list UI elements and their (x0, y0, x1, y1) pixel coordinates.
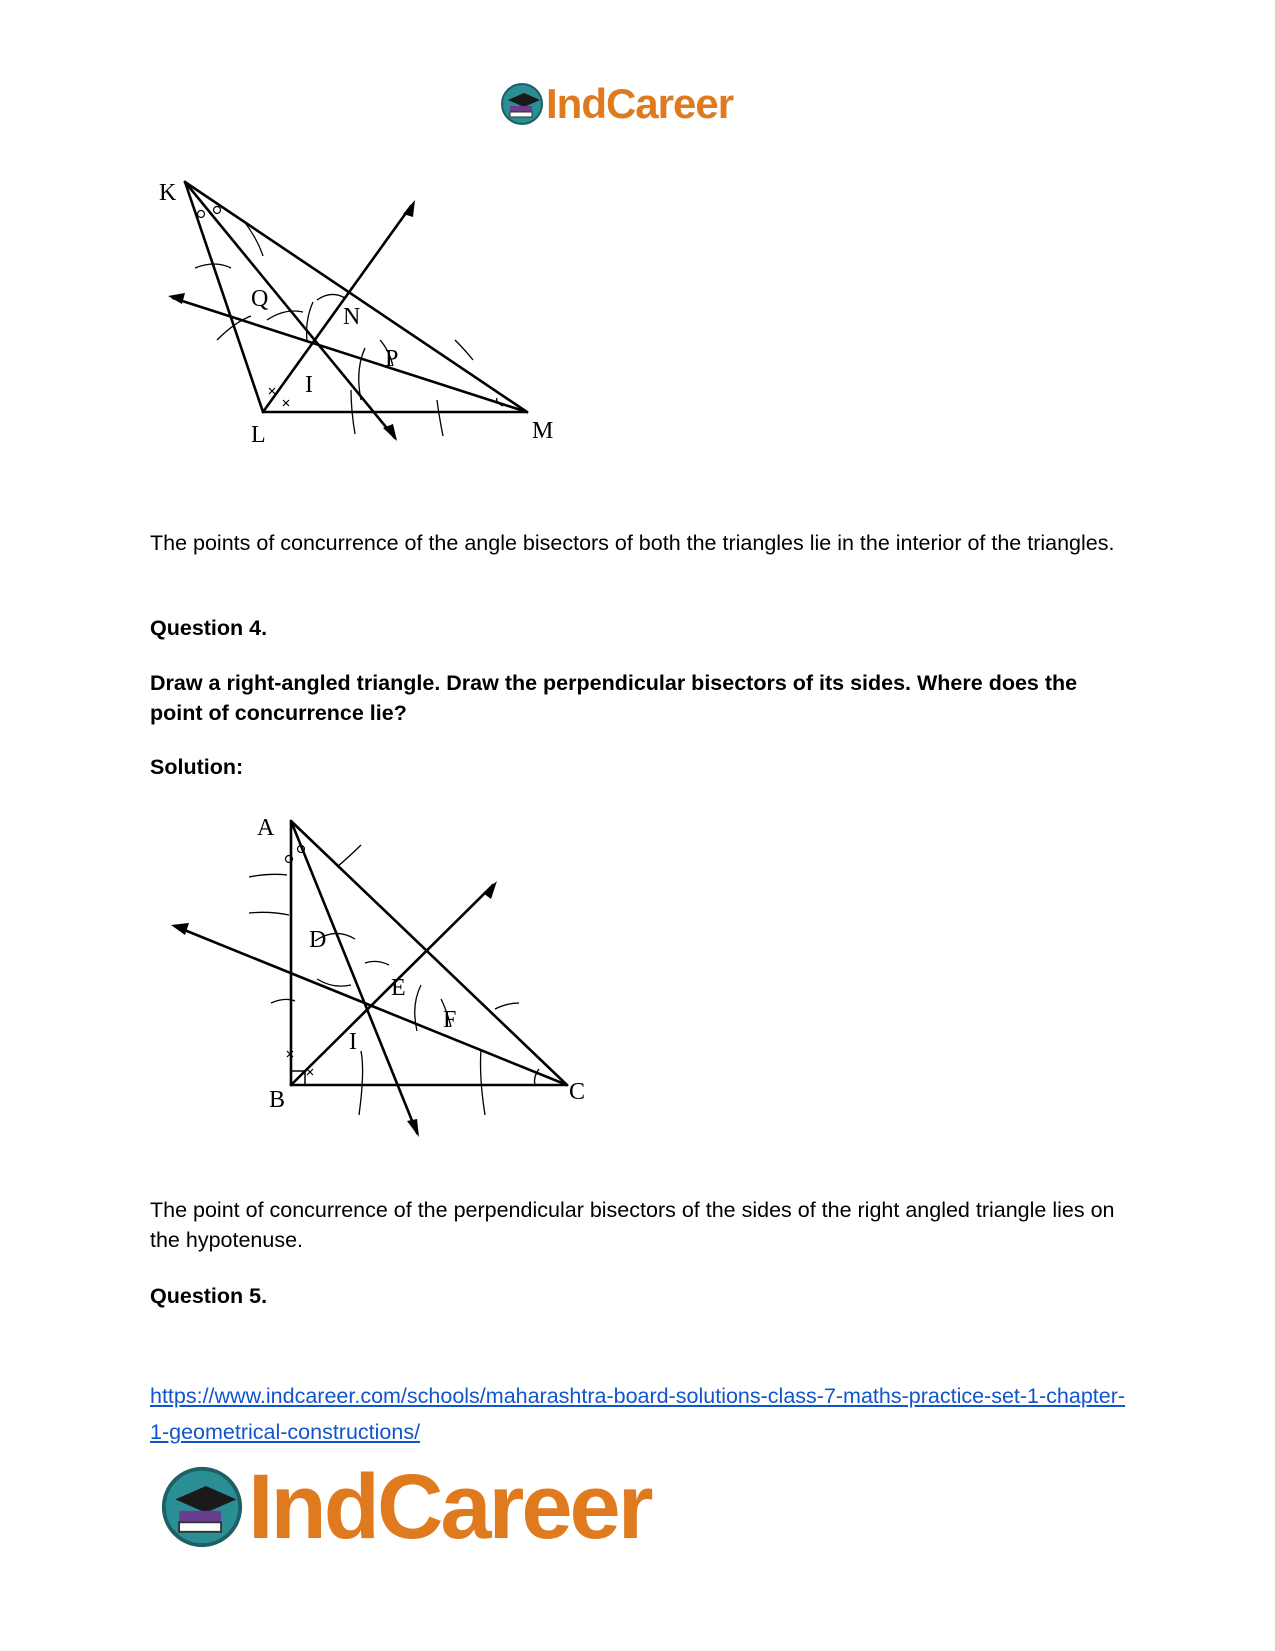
question-5-label: Question 5. (150, 1284, 268, 1308)
label-p: P (385, 346, 399, 372)
label-k: K (159, 180, 177, 206)
label-b: B (269, 1087, 286, 1113)
header-logo-text: IndCareer (546, 80, 734, 127)
header-logo (500, 78, 733, 130)
footer-logo-text: IndCareer (248, 1455, 651, 1558)
label-i: I (305, 372, 313, 398)
label-n: N (343, 304, 361, 330)
label-q: Q (251, 286, 269, 312)
footer-logo (160, 1455, 651, 1558)
triangle-abc-figure (165, 815, 625, 1160)
label-f: F (443, 1007, 457, 1033)
paragraph-perpendicular-bisectors: The point of concurrence of the perpendicular bisectors of the sides of the right angled triangle lies on the hypotenuse. (150, 1198, 1115, 1252)
question-4-label: Question 4. (150, 616, 268, 640)
label-a: A (257, 815, 275, 841)
label-d: D (309, 927, 327, 953)
solution-label: Solution: (150, 755, 244, 779)
label-m: M (532, 418, 554, 444)
globe-graduate-icon (160, 1465, 244, 1549)
triangle-klm-figure (155, 180, 615, 470)
globe-graduate-icon (500, 82, 544, 126)
label-c: C (569, 1079, 586, 1105)
label-e: E (391, 975, 406, 1001)
paragraph-angle-bisectors: The points of concurrence of the angle bisectors of both the triangles lie in the interior of the triangles. (150, 531, 1115, 555)
label-i: I (349, 1029, 357, 1055)
source-link[interactable]: https://www.indcareer.com/schools/maharashtra-board-solutions-class-7-maths-practice-set-1-chapter-1-geometrical-constructions/ (150, 1384, 1126, 1444)
question-4-text: Draw a right-angled triangle. Draw the perpendicular bisectors of its sides. Where does the point of concurrence lie? (150, 671, 1078, 725)
label-l: L (251, 422, 266, 448)
